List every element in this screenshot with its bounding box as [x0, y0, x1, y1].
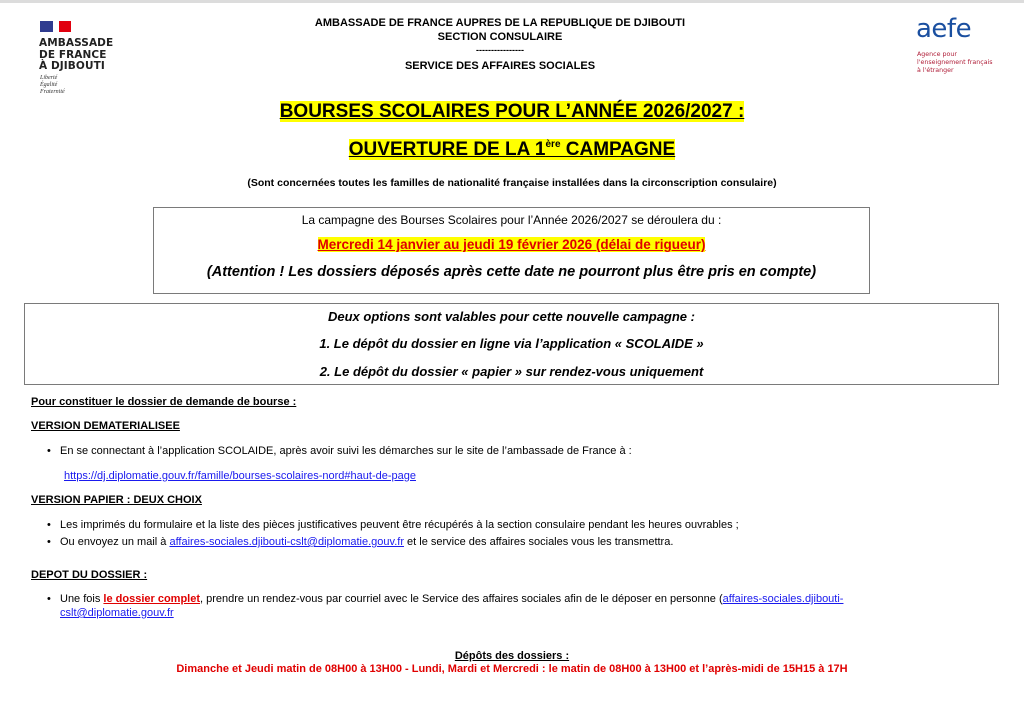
deposits-title: Dépôts des dossiers :	[454, 650, 570, 662]
logo-name-line: DE FRANCE	[39, 48, 107, 61]
instructions-heading: Pour constituer le dossier de demande de bourse :	[31, 396, 297, 408]
aefe-wordmark: aefe	[916, 14, 972, 44]
list-item-text: Les imprimés du formulaire et la liste des pièces justificatives peuvent être récupérés à la section consulaire pendant les heures ouvrables ;	[60, 519, 739, 531]
embassy-logo-name	[39, 38, 113, 73]
campaign-warning: (Attention ! Les dossiers déposés après cette date ne pourront plus être pris en compte)	[206, 264, 817, 280]
papier-heading: VERSION PAPIER : DEUX CHOIX	[31, 494, 202, 506]
eligibility-note: (Sont concernées toutes les familles de nationalité française installées dans la circonscription consulaire)	[247, 177, 777, 189]
email-link-depot-cont[interactable]: cslt@diplomatie.gouv.fr	[60, 607, 174, 619]
header-separator: ----------------	[476, 45, 524, 55]
email-link-depot[interactable]: affaires-sociales.djibouti-	[722, 593, 844, 605]
depot-heading: DEPOT DU DOSSIER :	[31, 569, 148, 581]
options-heading: Deux options sont valables pour cette nouvelle campagne :	[328, 309, 695, 324]
header-service: SERVICE DES AFFAIRES SOCIALES	[404, 60, 596, 72]
aefe-subtitle-line: Agence pour	[917, 51, 957, 58]
title-line-2	[349, 139, 675, 160]
deposits-hours: Dimanche et Jeudi matin de 08H00 à 13H00 - Lundi, Mardi et Mercredi : le matin de 08H00 à 13H00 et l’après-midi de 15H15 à 17H	[176, 663, 848, 675]
list-item-text: Une fois	[60, 593, 104, 605]
bullet-icon: •	[47, 445, 51, 457]
dossier-complet-emphasis: le dossier complet	[103, 593, 201, 605]
logo-name-line: AMBASSADE	[39, 37, 114, 49]
header-section: SECTION CONSULAIRE	[437, 31, 563, 43]
list-item-continuation	[60, 607, 174, 620]
title-line-1: BOURSES SCOLAIRES POUR L’ANNÉE 2026/2027 :	[279, 101, 745, 122]
page-title	[0, 101, 1024, 123]
aefe-subtitle-line: à l'étranger	[917, 66, 954, 74]
top-border	[0, 0, 1024, 3]
bullet-icon: •	[47, 519, 51, 531]
header-embassy: AMBASSADE DE FRANCE AUPRES DE LA REPUBLIQUE DE DJIBOUTI	[314, 17, 686, 29]
list-item	[47, 519, 739, 532]
bullet-icon: •	[47, 593, 51, 605]
title-line-2-pre: OUVERTURE DE LA 1	[348, 139, 546, 160]
republic-motto	[40, 75, 65, 96]
option-paper: 2. Le dépôt du dossier « papier » sur rendez-vous uniquement	[319, 364, 704, 379]
page-subtitle-title	[0, 139, 1024, 161]
options-box	[24, 303, 999, 385]
list-item-text: Ou envoyez un mail à	[60, 536, 170, 548]
email-link[interactable]: affaires-sociales.djibouti-cslt@diplomatie.gouv.fr	[169, 536, 404, 548]
motto-line: Fraternité	[40, 89, 65, 95]
scolaide-link-line	[64, 470, 416, 483]
list-item	[47, 536, 673, 549]
list-item-text: En se connectant à l’application SCOLAIDE, après avoir suivi les démarches sur le site de l’ambassade de France à :	[60, 445, 632, 457]
flag-blue-part	[40, 21, 53, 32]
list-item-text: et le service des affaires sociales vous les transmettra.	[403, 536, 674, 548]
option-online: 1. Le dépôt du dossier en ligne via l’application « SCOLAIDE »	[319, 336, 704, 351]
dematerialisee-heading: VERSION DEMATERIALISEE	[31, 420, 180, 432]
campaign-dates-line	[154, 237, 869, 253]
marianne-flag-icon	[40, 21, 71, 32]
motto-line: Liberté	[40, 75, 58, 81]
title-line-2-sup: ère	[545, 139, 561, 150]
list-item	[47, 593, 1007, 606]
campaign-dates-box	[153, 207, 870, 294]
campaign-intro: La campagne des Bourses Scolaires pour l’Année 2026/2027 se déroulera du :	[301, 213, 722, 227]
list-item-text: , prendre un rendez-vous par courriel avec le Service des affaires sociales afin de le déposer en personne (	[200, 593, 723, 605]
title-line-2-post: CAMPAGNE	[560, 139, 676, 160]
aefe-subtitle	[917, 51, 993, 74]
logo-name-line: À DJIBOUTI	[39, 60, 105, 72]
motto-line: Égalité	[40, 82, 58, 88]
list-item	[47, 445, 632, 458]
campaign-dates: Mercredi 14 janvier au jeudi 19 février 2026 (délai de rigueur)	[317, 237, 706, 252]
aefe-subtitle-line: l'enseignement français	[917, 58, 993, 66]
scolaide-link[interactable]: https://dj.diplomatie.gouv.fr/famille/bourses-scolaires-nord#haut-de-page	[64, 470, 416, 482]
bullet-icon: •	[47, 536, 51, 548]
flag-red-part	[59, 21, 71, 32]
